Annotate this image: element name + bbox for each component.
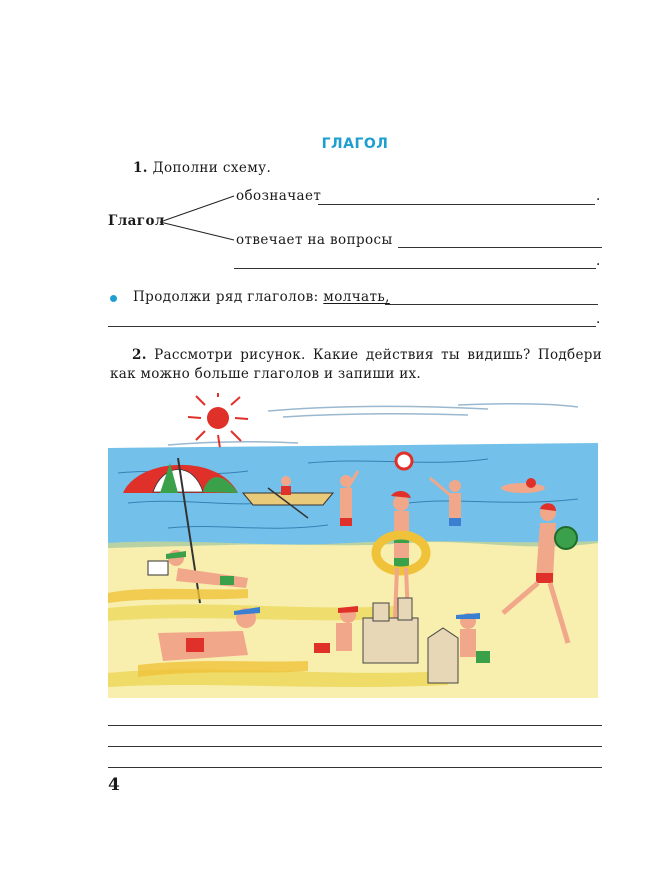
answer-line-task2-3[interactable]: [108, 767, 602, 768]
period: .: [596, 188, 601, 204]
answer-line-task2-1[interactable]: [108, 725, 602, 726]
task2-paragraph: [110, 346, 602, 384]
bullet-task-instruction: Продолжи ряд глаголов:: [133, 289, 319, 305]
task1-number: 1.: [133, 160, 148, 176]
beach-illustration: [108, 393, 598, 698]
scheme-root-word: Глагол: [108, 213, 165, 229]
answer-line-verbs-2[interactable]: [108, 326, 596, 327]
task1-instruction: Дополни схему.: [152, 160, 272, 176]
period: .: [596, 311, 601, 327]
scheme-branch-bottom-label: отвечает на вопросы: [236, 232, 393, 248]
answer-line-verbs-1[interactable]: [385, 304, 598, 305]
answer-line-task2-2[interactable]: [108, 746, 602, 747]
sun-icon: [188, 393, 248, 448]
task2-number: 2.: [132, 347, 147, 363]
period: .: [596, 253, 601, 269]
task1-header: [133, 160, 271, 176]
scheme-branch-lines: [158, 190, 238, 245]
answer-line-questions-2[interactable]: [234, 268, 596, 269]
page-number: 4: [108, 775, 120, 795]
sky-clouds: [168, 404, 578, 445]
task2-text: Рассмотри рисунок. Какие действия ты видишь? Подбери как можно больше глаголов и запиши их.: [110, 347, 602, 382]
answer-line-questions-1[interactable]: [398, 247, 602, 248]
section-title: ГЛАГОЛ: [321, 136, 389, 152]
bullet-task-text: [133, 289, 390, 305]
bullet-icon: [110, 295, 117, 302]
bullet-task-example: молчать,: [323, 289, 390, 305]
ball-icon: [396, 453, 412, 469]
sea: [108, 443, 598, 548]
scheme-branch-top-label: обозначает: [236, 188, 322, 204]
answer-line-denotes[interactable]: [318, 204, 595, 205]
